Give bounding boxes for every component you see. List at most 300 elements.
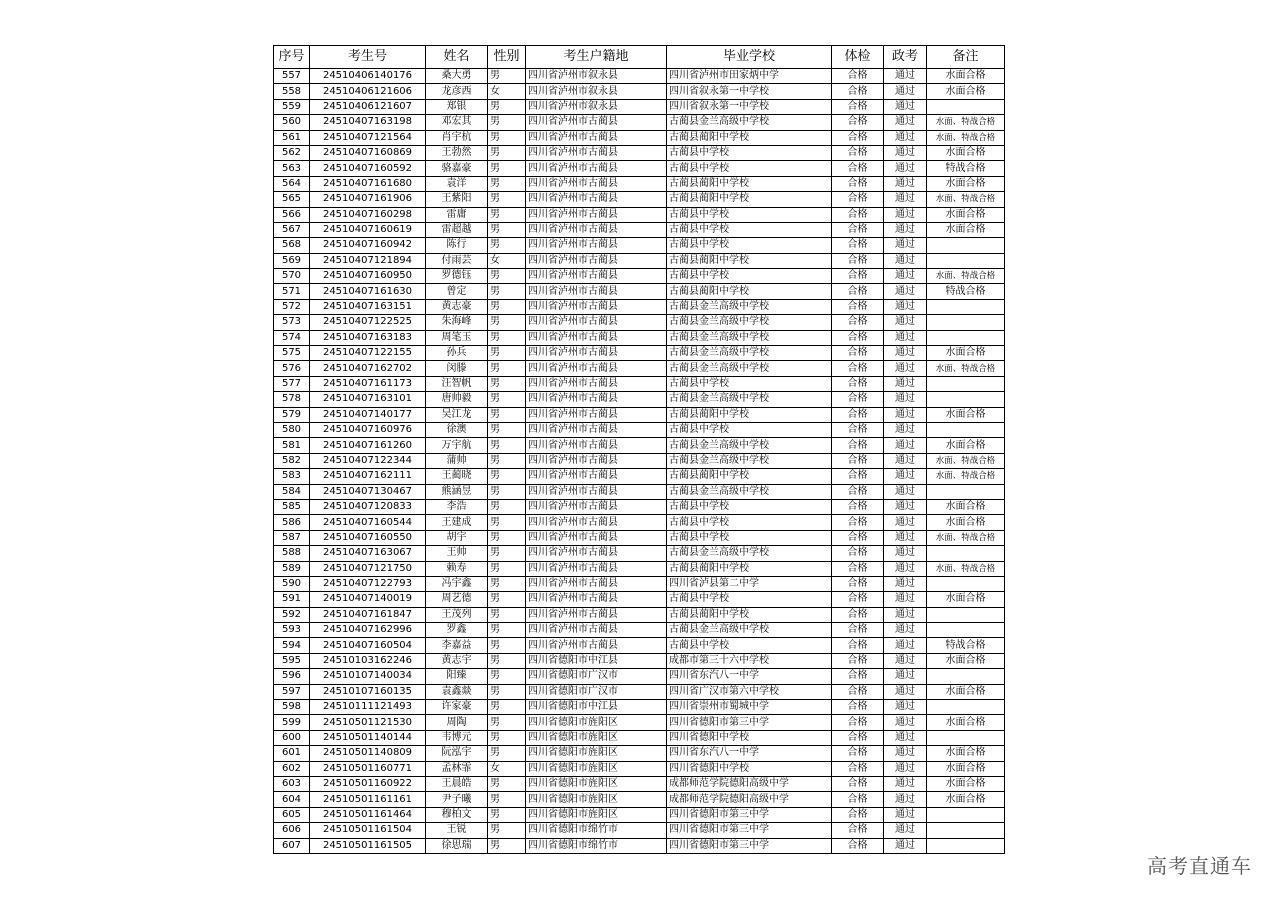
cell-name: 李浩: [426, 499, 488, 514]
cell-residence: 四川省德阳市旌阳区: [526, 746, 667, 761]
cell-residence: 四川省泸州市古蔺县: [526, 422, 667, 437]
cell-exam-number: 24510407160550: [310, 530, 426, 545]
cell-physical-exam: 合格: [832, 346, 884, 361]
cell-physical-exam: 合格: [832, 330, 884, 345]
cell-remarks: [927, 623, 1005, 638]
cell-exam-number: 24510407121750: [310, 561, 426, 576]
cell-index: 560: [274, 115, 310, 130]
cell-physical-exam: 合格: [832, 192, 884, 207]
cell-school: 古蔺县金兰高级中学校: [667, 315, 832, 330]
cell-residence: 四川省泸州市古蔺县: [526, 623, 667, 638]
cell-gender: 男: [488, 299, 526, 314]
cell-remarks: [927, 700, 1005, 715]
cell-political-review: 通过: [884, 253, 927, 268]
cell-index: 576: [274, 361, 310, 376]
cell-physical-exam: 合格: [832, 623, 884, 638]
cell-school: 四川省德阳中学校: [667, 761, 832, 776]
cell-gender: 男: [488, 99, 526, 114]
cell-index: 557: [274, 69, 310, 84]
cell-index: 575: [274, 346, 310, 361]
cell-index: 594: [274, 638, 310, 653]
cell-school: 古蔺县蔺阳中学校: [667, 253, 832, 268]
cell-residence: 四川省泸州市古蔺县: [526, 515, 667, 530]
cell-residence: 四川省泸州市古蔺县: [526, 130, 667, 145]
cell-physical-exam: 合格: [832, 299, 884, 314]
table-row: [274, 115, 1005, 130]
cell-gender: 男: [488, 638, 526, 653]
cell-remarks: [927, 392, 1005, 407]
cell-physical-exam: 合格: [832, 700, 884, 715]
cell-political-review: 通过: [884, 222, 927, 237]
table-row: [274, 623, 1005, 638]
cell-index: 562: [274, 145, 310, 160]
cell-exam-number: 24510407160950: [310, 269, 426, 284]
table-row: [274, 69, 1005, 84]
cell-school: 四川省德阳市第三中学: [667, 838, 832, 853]
cell-exam-number: 24510501121530: [310, 715, 426, 730]
cell-index: 589: [274, 561, 310, 576]
table-row: [274, 145, 1005, 160]
table-row: [274, 99, 1005, 114]
cell-residence: 四川省泸州市古蔺县: [526, 592, 667, 607]
table-row: [274, 515, 1005, 530]
cell-political-review: 通过: [884, 176, 927, 191]
cell-residence: 四川省泸州市古蔺县: [526, 269, 667, 284]
cell-residence: 四川省泸州市古蔺县: [526, 438, 667, 453]
cell-political-review: 通过: [884, 592, 927, 607]
cell-index: 602: [274, 761, 310, 776]
cell-name: 尹子曦: [426, 792, 488, 807]
cell-exam-number: 24510407161260: [310, 438, 426, 453]
cell-name: 王勃然: [426, 145, 488, 160]
cell-residence: 四川省泸州市古蔺县: [526, 161, 667, 176]
table-row: [274, 330, 1005, 345]
cell-name: 雷超越: [426, 222, 488, 237]
cell-school: 古蔺县中学校: [667, 499, 832, 514]
cell-exam-number: 24510407162702: [310, 361, 426, 376]
cell-exam-number: 24510407160619: [310, 222, 426, 237]
cell-gender: 男: [488, 361, 526, 376]
table-row: [274, 84, 1005, 99]
cell-school: 四川省叙永第一中学校: [667, 84, 832, 99]
cell-school: 古蔺县金兰高级中学校: [667, 546, 832, 561]
cell-physical-exam: 合格: [832, 530, 884, 545]
cell-gender: 男: [488, 653, 526, 668]
table-row: [274, 453, 1005, 468]
cell-political-review: 通过: [884, 145, 927, 160]
table-row: [274, 161, 1005, 176]
cell-political-review: 通过: [884, 746, 927, 761]
cell-index: 606: [274, 823, 310, 838]
table-row: [274, 807, 1005, 822]
table-row: [274, 238, 1005, 253]
cell-exam-number: 24510407162111: [310, 469, 426, 484]
cell-residence: 四川省泸州市古蔺县: [526, 407, 667, 422]
cell-school: 四川省德阳市第三中学: [667, 807, 832, 822]
cell-physical-exam: 合格: [832, 84, 884, 99]
cell-residence: 四川省泸州市古蔺县: [526, 284, 667, 299]
cell-index: 596: [274, 669, 310, 684]
cell-residence: 四川省德阳市绵竹市: [526, 823, 667, 838]
cell-school: 成都市第三十六中学校: [667, 653, 832, 668]
cell-index: 598: [274, 700, 310, 715]
cell-political-review: 通过: [884, 761, 927, 776]
cell-residence: 四川省德阳市广汉市: [526, 669, 667, 684]
table-row: [274, 346, 1005, 361]
cell-name: 阮泓宇: [426, 746, 488, 761]
cell-residence: 四川省泸州市古蔺县: [526, 499, 667, 514]
cell-gender: 男: [488, 207, 526, 222]
cell-physical-exam: 合格: [832, 453, 884, 468]
cell-index: 570: [274, 269, 310, 284]
cell-exam-number: 24510501161161: [310, 792, 426, 807]
cell-political-review: 通过: [884, 638, 927, 653]
cell-gender: 男: [488, 684, 526, 699]
cell-school: 四川省东汽八一中学: [667, 669, 832, 684]
cell-political-review: 通过: [884, 299, 927, 314]
cell-school: 古蔺县中学校: [667, 145, 832, 160]
cell-remarks: [927, 607, 1005, 622]
header-political-review: 政考: [884, 46, 927, 69]
cell-physical-exam: 合格: [832, 823, 884, 838]
cell-index: 583: [274, 469, 310, 484]
cell-exam-number: 24510407120833: [310, 499, 426, 514]
cell-physical-exam: 合格: [832, 69, 884, 84]
cell-name: 冯宇鑫: [426, 576, 488, 591]
table-row: [274, 715, 1005, 730]
cell-physical-exam: 合格: [832, 407, 884, 422]
cell-gender: 男: [488, 499, 526, 514]
cell-name: 徐澳: [426, 422, 488, 437]
cell-school: 古蔺县金兰高级中学校: [667, 453, 832, 468]
cell-physical-exam: 合格: [832, 515, 884, 530]
cell-physical-exam: 合格: [832, 361, 884, 376]
cell-name: 龙彦西: [426, 84, 488, 99]
cell-exam-number: 24510501160771: [310, 761, 426, 776]
cell-index: 604: [274, 792, 310, 807]
table-row: [274, 422, 1005, 437]
cell-remarks: 水面合格: [927, 592, 1005, 607]
cell-name: 袁洋: [426, 176, 488, 191]
cell-index: 591: [274, 592, 310, 607]
table-row: [274, 284, 1005, 299]
cell-physical-exam: 合格: [832, 776, 884, 791]
cell-name: 汪智帆: [426, 376, 488, 391]
cell-physical-exam: 合格: [832, 222, 884, 237]
cell-school: 四川省崇州市蜀城中学: [667, 700, 832, 715]
cell-name: 熊涵昱: [426, 484, 488, 499]
cell-name: 闵滕: [426, 361, 488, 376]
cell-remarks: [927, 99, 1005, 114]
cell-political-review: 通过: [884, 776, 927, 791]
cell-index: 569: [274, 253, 310, 268]
cell-residence: 四川省泸州市古蔺县: [526, 484, 667, 499]
cell-remarks: 水面合格: [927, 438, 1005, 453]
watermark-text: 高考直通车: [1147, 854, 1252, 878]
cell-residence: 四川省德阳市广汉市: [526, 684, 667, 699]
table-row: [274, 576, 1005, 591]
cell-exam-number: 24510407130467: [310, 484, 426, 499]
cell-physical-exam: 合格: [832, 669, 884, 684]
cell-political-review: 通过: [884, 546, 927, 561]
cell-political-review: 通过: [884, 730, 927, 745]
cell-name: 胡宇: [426, 530, 488, 545]
cell-physical-exam: 合格: [832, 438, 884, 453]
header-index: 序号: [274, 46, 310, 69]
table-row: [274, 315, 1005, 330]
cell-political-review: 通过: [884, 669, 927, 684]
cell-exam-number: 24510407160942: [310, 238, 426, 253]
cell-remarks: 水面合格: [927, 684, 1005, 699]
cell-political-review: 通过: [884, 530, 927, 545]
cell-residence: 四川省泸州市古蔺县: [526, 546, 667, 561]
cell-exam-number: 24510407163151: [310, 299, 426, 314]
cell-exam-number: 24510501160922: [310, 776, 426, 791]
cell-name: 赖寿: [426, 561, 488, 576]
cell-residence: 四川省德阳市旌阳区: [526, 792, 667, 807]
cell-school: 成都师范学院德阳高级中学: [667, 792, 832, 807]
header-remarks: 备注: [927, 46, 1005, 69]
cell-exam-number: 24510407160869: [310, 145, 426, 160]
cell-name: 唐帅毅: [426, 392, 488, 407]
cell-physical-exam: 合格: [832, 469, 884, 484]
cell-name: 陈行: [426, 238, 488, 253]
cell-physical-exam: 合格: [832, 376, 884, 391]
table-row: [274, 469, 1005, 484]
cell-remarks: 水面、特战合格: [927, 469, 1005, 484]
cell-exam-number: 24510407160592: [310, 161, 426, 176]
cell-index: 567: [274, 222, 310, 237]
cell-gender: 男: [488, 238, 526, 253]
cell-gender: 男: [488, 546, 526, 561]
header-school: 毕业学校: [667, 46, 832, 69]
cell-gender: 男: [488, 222, 526, 237]
cell-name: 王建成: [426, 515, 488, 530]
cell-index: 580: [274, 422, 310, 437]
cell-school: 四川省叙永第一中学校: [667, 99, 832, 114]
cell-residence: 四川省德阳市旌阳区: [526, 715, 667, 730]
table-row: [274, 792, 1005, 807]
cell-physical-exam: 合格: [832, 561, 884, 576]
cell-exam-number: 24510407122525: [310, 315, 426, 330]
cell-physical-exam: 合格: [832, 684, 884, 699]
cell-index: 565: [274, 192, 310, 207]
cell-gender: 男: [488, 284, 526, 299]
cell-name: 孙兵: [426, 346, 488, 361]
cell-political-review: 通过: [884, 623, 927, 638]
cell-index: 581: [274, 438, 310, 453]
cell-name: 李嘉益: [426, 638, 488, 653]
cell-exam-number: 24510407160298: [310, 207, 426, 222]
cell-index: 558: [274, 84, 310, 99]
cell-name: 肖宇杭: [426, 130, 488, 145]
cell-name: 王茂列: [426, 607, 488, 622]
cell-school: 古蔺县金兰高级中学校: [667, 623, 832, 638]
admission-roster-table: [273, 45, 1005, 854]
cell-physical-exam: 合格: [832, 145, 884, 160]
cell-exam-number: 24510407163198: [310, 115, 426, 130]
cell-school: 古蔺县中学校: [667, 238, 832, 253]
cell-gender: 男: [488, 607, 526, 622]
cell-gender: 男: [488, 776, 526, 791]
cell-gender: 男: [488, 530, 526, 545]
table-row: [274, 776, 1005, 791]
cell-school: 古蔺县蔺阳中学校: [667, 284, 832, 299]
cell-school: 古蔺县中学校: [667, 638, 832, 653]
cell-index: 568: [274, 238, 310, 253]
cell-residence: 四川省泸州市古蔺县: [526, 469, 667, 484]
cell-name: 朱海峰: [426, 315, 488, 330]
cell-remarks: [927, 422, 1005, 437]
cell-physical-exam: 合格: [832, 207, 884, 222]
cell-political-review: 通过: [884, 484, 927, 499]
cell-gender: 男: [488, 438, 526, 453]
cell-remarks: 水面合格: [927, 176, 1005, 191]
cell-gender: 男: [488, 315, 526, 330]
cell-residence: 四川省泸州市古蔺县: [526, 315, 667, 330]
cell-index: 584: [274, 484, 310, 499]
cell-index: 585: [274, 499, 310, 514]
cell-gender: 男: [488, 376, 526, 391]
cell-index: 572: [274, 299, 310, 314]
cell-name: 穆柏文: [426, 807, 488, 822]
cell-school: 古蔺县中学校: [667, 269, 832, 284]
cell-name: 王帅: [426, 546, 488, 561]
cell-gender: 男: [488, 407, 526, 422]
cell-remarks: [927, 807, 1005, 822]
cell-political-review: 通过: [884, 115, 927, 130]
cell-gender: 女: [488, 253, 526, 268]
cell-school: 古蔺县中学校: [667, 530, 832, 545]
cell-physical-exam: 合格: [832, 730, 884, 745]
cell-index: 590: [274, 576, 310, 591]
cell-remarks: [927, 238, 1005, 253]
cell-gender: 男: [488, 746, 526, 761]
cell-political-review: 通过: [884, 84, 927, 99]
cell-physical-exam: 合格: [832, 115, 884, 130]
cell-physical-exam: 合格: [832, 807, 884, 822]
cell-political-review: 通过: [884, 69, 927, 84]
cell-school: 古蔺县金兰高级中学校: [667, 438, 832, 453]
cell-name: 周艺德: [426, 592, 488, 607]
cell-remarks: 水面合格: [927, 746, 1005, 761]
cell-remarks: 水面、特战合格: [927, 115, 1005, 130]
cell-political-review: 通过: [884, 315, 927, 330]
cell-political-review: 通过: [884, 499, 927, 514]
cell-physical-exam: 合格: [832, 484, 884, 499]
cell-name: 雷庸: [426, 207, 488, 222]
cell-remarks: [927, 838, 1005, 853]
cell-school: 四川省德阳市第三中学: [667, 715, 832, 730]
cell-residence: 四川省德阳市旌阳区: [526, 761, 667, 776]
cell-political-review: 通过: [884, 422, 927, 437]
cell-name: 徐思瑞: [426, 838, 488, 853]
cell-school: 古蔺县中学校: [667, 592, 832, 607]
cell-remarks: 水面、特战合格: [927, 530, 1005, 545]
cell-gender: 男: [488, 161, 526, 176]
cell-index: 599: [274, 715, 310, 730]
table-row: [274, 253, 1005, 268]
cell-school: 古蔺县中学校: [667, 161, 832, 176]
cell-physical-exam: 合格: [832, 792, 884, 807]
cell-physical-exam: 合格: [832, 238, 884, 253]
cell-index: 601: [274, 746, 310, 761]
cell-gender: 男: [488, 453, 526, 468]
cell-name: 孟林霏: [426, 761, 488, 776]
cell-remarks: [927, 299, 1005, 314]
cell-remarks: 水面、特战合格: [927, 269, 1005, 284]
cell-name: 蒲帅: [426, 453, 488, 468]
cell-political-review: 通过: [884, 269, 927, 284]
cell-remarks: 特战合格: [927, 161, 1005, 176]
table-row: [274, 746, 1005, 761]
cell-index: 582: [274, 453, 310, 468]
cell-residence: 四川省泸州市古蔺县: [526, 145, 667, 160]
cell-residence: 四川省德阳市旌阳区: [526, 730, 667, 745]
cell-exam-number: 24510407122344: [310, 453, 426, 468]
cell-school: 古蔺县中学校: [667, 222, 832, 237]
cell-school: 古蔺县中学校: [667, 376, 832, 391]
table-row: [274, 361, 1005, 376]
cell-political-review: 通过: [884, 823, 927, 838]
cell-political-review: 通过: [884, 192, 927, 207]
cell-exam-number: 24510107140034: [310, 669, 426, 684]
cell-residence: 四川省泸州市古蔺县: [526, 638, 667, 653]
cell-gender: 男: [488, 176, 526, 191]
cell-index: 587: [274, 530, 310, 545]
table-row: [274, 499, 1005, 514]
cell-gender: 男: [488, 592, 526, 607]
cell-political-review: 通过: [884, 361, 927, 376]
table-row: [274, 823, 1005, 838]
cell-political-review: 通过: [884, 392, 927, 407]
cell-school: 古蔺县蔺阳中学校: [667, 130, 832, 145]
cell-school: 古蔺县金兰高级中学校: [667, 346, 832, 361]
cell-residence: 四川省泸州市古蔺县: [526, 238, 667, 253]
cell-exam-number: 24510107160135: [310, 684, 426, 699]
cell-remarks: 水面、特战合格: [927, 130, 1005, 145]
cell-physical-exam: 合格: [832, 99, 884, 114]
cell-remarks: 水面合格: [927, 715, 1005, 730]
table-row: [274, 530, 1005, 545]
table-row: [274, 438, 1005, 453]
cell-gender: 男: [488, 623, 526, 638]
cell-name: 万宇航: [426, 438, 488, 453]
cell-residence: 四川省泸州市古蔺县: [526, 361, 667, 376]
cell-gender: 男: [488, 561, 526, 576]
cell-school: 古蔺县金兰高级中学校: [667, 330, 832, 345]
cell-index: 579: [274, 407, 310, 422]
cell-exam-number: 24510407163067: [310, 546, 426, 561]
cell-exam-number: 24510407160504: [310, 638, 426, 653]
cell-gender: 男: [488, 715, 526, 730]
cell-index: 597: [274, 684, 310, 699]
cell-name: 吴江龙: [426, 407, 488, 422]
cell-residence: 四川省德阳市旌阳区: [526, 807, 667, 822]
cell-political-review: 通过: [884, 376, 927, 391]
table-row: [274, 592, 1005, 607]
cell-school: 古蔺县蔺阳中学校: [667, 407, 832, 422]
cell-political-review: 通过: [884, 653, 927, 668]
cell-gender: 男: [488, 269, 526, 284]
cell-exam-number: 24510501140809: [310, 746, 426, 761]
cell-residence: 四川省泸州市古蔺县: [526, 561, 667, 576]
cell-index: 571: [274, 284, 310, 299]
cell-index: 607: [274, 838, 310, 853]
cell-name: 黄志豪: [426, 299, 488, 314]
cell-remarks: 水面合格: [927, 653, 1005, 668]
cell-gender: 男: [488, 422, 526, 437]
